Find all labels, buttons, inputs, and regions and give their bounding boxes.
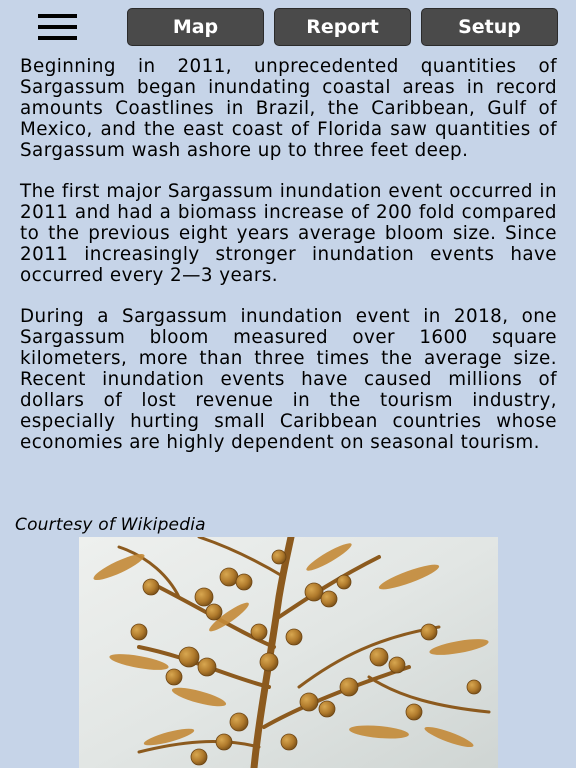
menu-bar-middle [38, 25, 77, 29]
menu-bar-top [38, 14, 77, 18]
map-button[interactable]: Map [127, 8, 264, 46]
article-paragraph-3: During a Sargassum inundation event in 2018, one Sargassum bloom measured over 1600 square kilometers, more than three times the average size. Recent inundation events have caused millions of dollars of lost revenue in the tourism industry, especially hurting small Caribbean countries whose economies are highly dependent on seasonal tourism. [20, 306, 557, 453]
menu-bar-bottom [38, 36, 77, 40]
setup-button[interactable]: Setup [421, 8, 558, 46]
sargassum-illustration [79, 537, 498, 768]
article-paragraph-2: The first major Sargassum inundation event occurred in 2011 and had a biomass increase of 200 fold compared to the previous eight years average bloom size. Since 2011 increasingly stronger inundation events have occurred every 2—3 years. [20, 181, 557, 286]
article-paragraph-1: Beginning in 2011, unprecedented quantities of Sargassum began inundating coastal areas in record amounts Coastlines in Brazil, the Caribbean, Gulf of Mexico, and the east coast of Florida saw quantities of Sargassum wash ashore up to three feet deep. [20, 56, 557, 161]
sargassum-photo [79, 537, 498, 768]
image-caption: Courtesy of Wikipedia [15, 515, 206, 535]
report-button[interactable]: Report [274, 8, 411, 46]
article-body [20, 56, 557, 453]
hamburger-menu-icon[interactable] [38, 14, 78, 40]
